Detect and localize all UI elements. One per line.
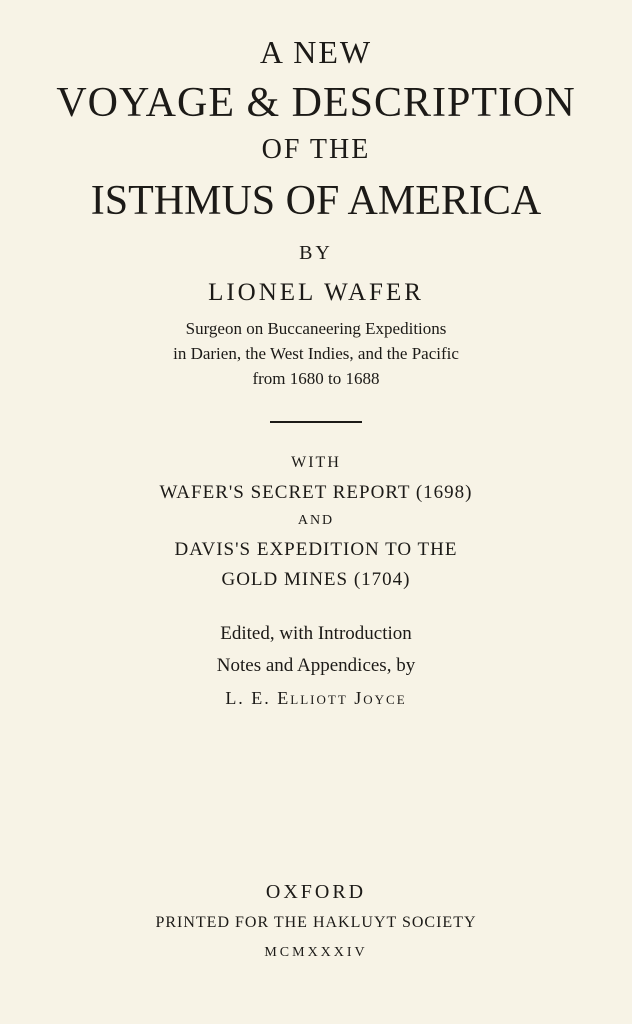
title-line-2: VOYAGE & DESCRIPTION xyxy=(56,80,576,126)
editor-name: L. E. Elliott Joyce xyxy=(225,688,407,708)
author-description-line-2: in Darien, the West Indies, and the Pacific xyxy=(173,344,459,363)
author-name: LIONEL WAFER xyxy=(208,279,424,306)
author-description-line-3: from 1680 to 1688 xyxy=(252,369,380,388)
title-line-1: A NEW xyxy=(259,34,373,70)
imprint-year: MCMXXXIV xyxy=(264,945,368,960)
divider-rule xyxy=(270,421,362,423)
by-label: BY xyxy=(299,242,333,264)
title-line-4: ISTHMUS OF AMERICA xyxy=(90,178,542,224)
and-label: AND xyxy=(297,513,335,528)
imprint-place: OXFORD xyxy=(265,881,367,903)
with-label: WITH xyxy=(291,454,341,471)
editor-credit-line-2: Notes and Appendices, by xyxy=(216,655,416,676)
supplement-line-3: GOLD MINES (1704) xyxy=(221,569,411,590)
title-line-3: OF THE xyxy=(261,134,371,165)
editor-credit-line-1: Edited, with Introduction xyxy=(220,623,412,644)
imprint-printer: PRINTED FOR THE HAKLUYT SOCIETY xyxy=(155,914,477,931)
author-description-line-1: Surgeon on Buccaneering Expeditions xyxy=(185,319,447,338)
supplement-line-2: DAVIS'S EXPEDITION TO THE xyxy=(174,539,458,560)
supplement-line-1: WAFER'S SECRET REPORT (1698) xyxy=(159,482,473,503)
